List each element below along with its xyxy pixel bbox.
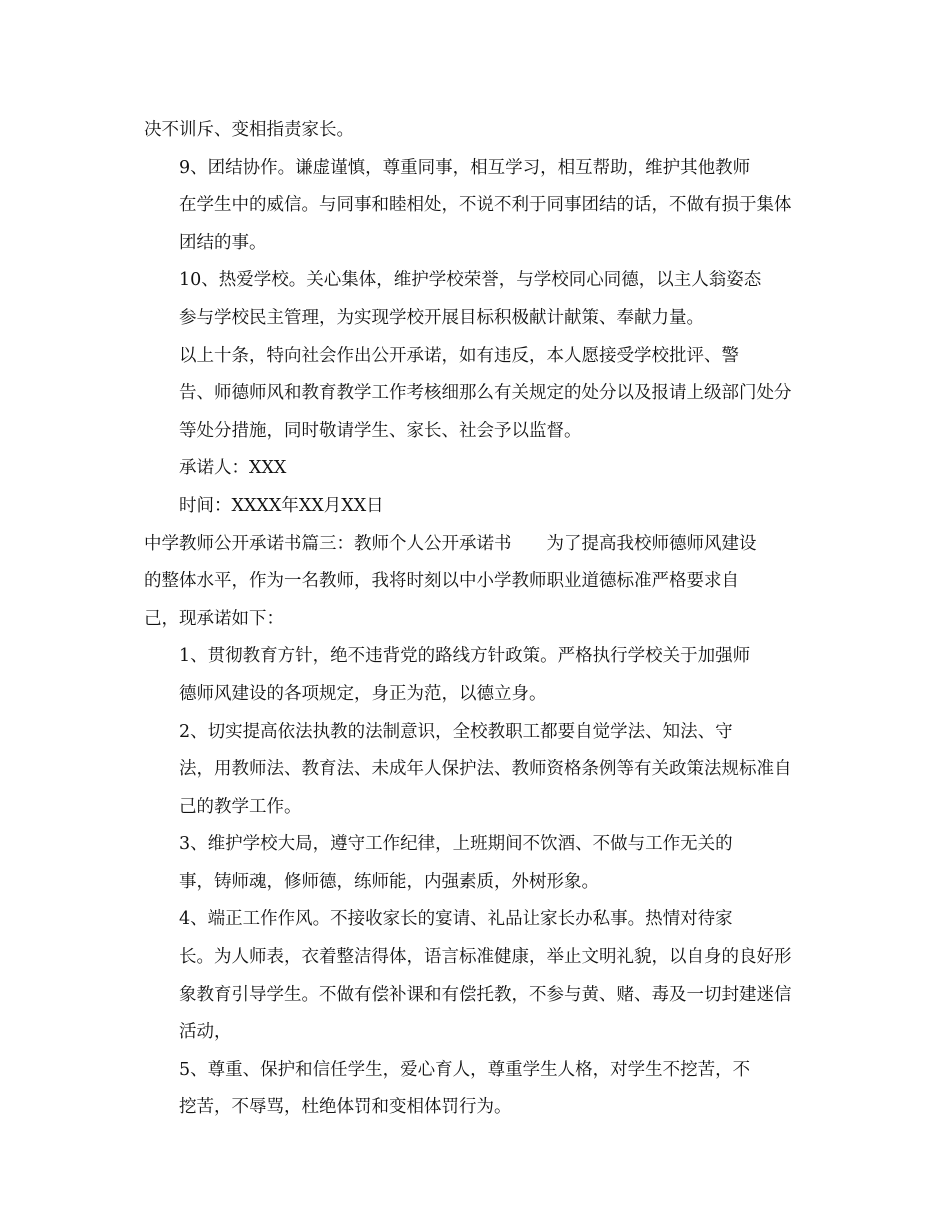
text-line: 5、尊重、保护和信任学生，爱心育人，尊重学生人格，对学生不挖苦，不 [179, 1059, 751, 1080]
text-line: 德师风建设的各项规定，身正为范，以德立身。 [179, 683, 547, 704]
text-line: 以上十条，特向社会作出公开承诺，如有违反，本人愿接受学校批评、警 [179, 345, 739, 366]
text-line: 己，现承诺如下： [144, 608, 284, 629]
paragraph [144, 526, 804, 639]
paragraph [144, 112, 804, 150]
text-line: 9、团结协作。谦虚谨慎，尊重同事，相互学习，相互帮助，维护其他教师 [179, 157, 751, 178]
paragraph [144, 150, 804, 263]
text-line: 告、师德师风和教育教学工作考核细那么有关规定的处分以及报请上级部门处分 [179, 383, 792, 404]
paragraph [144, 714, 804, 827]
paragraph [144, 638, 804, 713]
text-line: 1、贯彻教育方针，绝不违背党的路线方针政策。严格执行学校关于加强师 [179, 646, 751, 667]
text-line: 承诺人：XXX [179, 458, 287, 479]
text-line: 中学教师公开承诺书篇三：教师个人公开承诺书 为了提高我校师德师风建设 [144, 533, 757, 554]
text-line: 10、热爱学校。关心集体，维护学校荣誉，与学校同心同德，以主人翁姿态 [179, 270, 762, 291]
paragraph [144, 450, 804, 488]
text-line: 活动， [179, 1022, 232, 1043]
text-line: 象教育引导学生。不做有偿补课和有偿托教，不参与黄、赌、毒及一切封建迷信 [179, 984, 792, 1005]
paragraph [144, 488, 804, 526]
text-line: 团结的事。 [179, 232, 267, 253]
text-line: 2、切实提高依法执教的法制意识，全校教职工都要自觉学法、知法、守 [179, 721, 733, 742]
text-line: 在学生中的威信。与同事和睦相处，不说不利于同事团结的话，不做有损于集体 [179, 195, 792, 216]
paragraph [144, 338, 804, 451]
text-line: 等处分措施，同时敬请学生、家长、社会予以监督。 [179, 420, 582, 441]
text-line: 决不训斥、变相指责家长。 [144, 120, 354, 140]
text-line: 4、端正工作作风。不接收家长的宴请、礼品让家长办私事。热情对待家 [179, 909, 733, 930]
text-line: 的整体水平，作为一名教师，我将时刻以中小学教师职业道德标准严格要求自 [144, 571, 739, 592]
text-line: 事，铸师魂，修师德，练师能，内强素质，外树形象。 [179, 871, 599, 892]
text-line: 时间：XXXX年XX月XX日 [179, 495, 384, 516]
document-body [144, 112, 804, 1127]
paragraph [144, 262, 804, 337]
text-line: 3、维护学校大局，遵守工作纪律，上班期间不饮酒、不做与工作无关的 [179, 834, 733, 855]
paragraph [144, 826, 804, 901]
text-line: 挖苦，不辱骂，杜绝体罚和变相体罚行为。 [179, 1097, 512, 1118]
text-line: 己的教学工作。 [179, 796, 302, 817]
text-line: 参与学校民主管理，为实现学校开展目标积极献计献策、奉献力量。 [179, 307, 704, 328]
text-line: 法，用教师法、教育法、未成年人保护法、教师资格条例等有关政策法规标准自 [179, 759, 792, 780]
paragraph [144, 901, 804, 1051]
paragraph [144, 1052, 804, 1127]
text-line: 长。为人师表，衣着整洁得体，语言标准健康，举止文明礼貌，以自身的良好形 [179, 947, 792, 968]
